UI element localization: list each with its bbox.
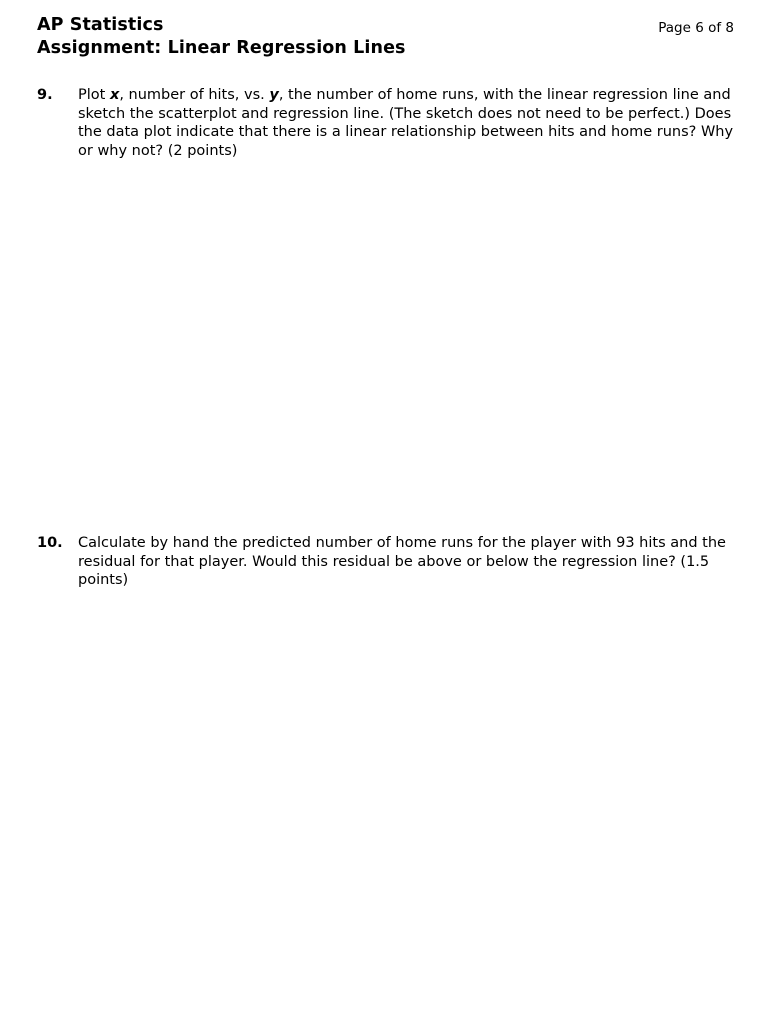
question-text <box>78 86 737 160</box>
page-header <box>37 14 406 60</box>
question-text-part: , number of hits, vs. <box>119 87 270 103</box>
question-number: 9. <box>37 87 53 103</box>
question-9 <box>37 86 737 160</box>
question-text-part: , the number of home runs, with the linear regression line and sketch the scatterplot and regression line. (The sketch does not need to be perfect.) Does the data plot indicate that there is a linear relationship between hits and home runs? Why or why not? (2 points) <box>78 87 734 159</box>
question-text-part: Plot <box>78 87 110 103</box>
question-10 <box>37 534 737 590</box>
question-number: 10. <box>37 535 63 551</box>
page-number: Page 6 of 8 <box>658 20 734 36</box>
course-title: AP Statistics <box>37 15 164 35</box>
variable-y: y <box>269 87 279 103</box>
question-text: Calculate by hand the predicted number of home runs for the player with 93 hits and the residual for that player. Would this residual be above or below the regression line? (1.5 points) <box>78 535 726 588</box>
assignment-title: Assignment: Linear Regression Lines <box>37 38 406 58</box>
variable-x: x <box>109 87 120 103</box>
